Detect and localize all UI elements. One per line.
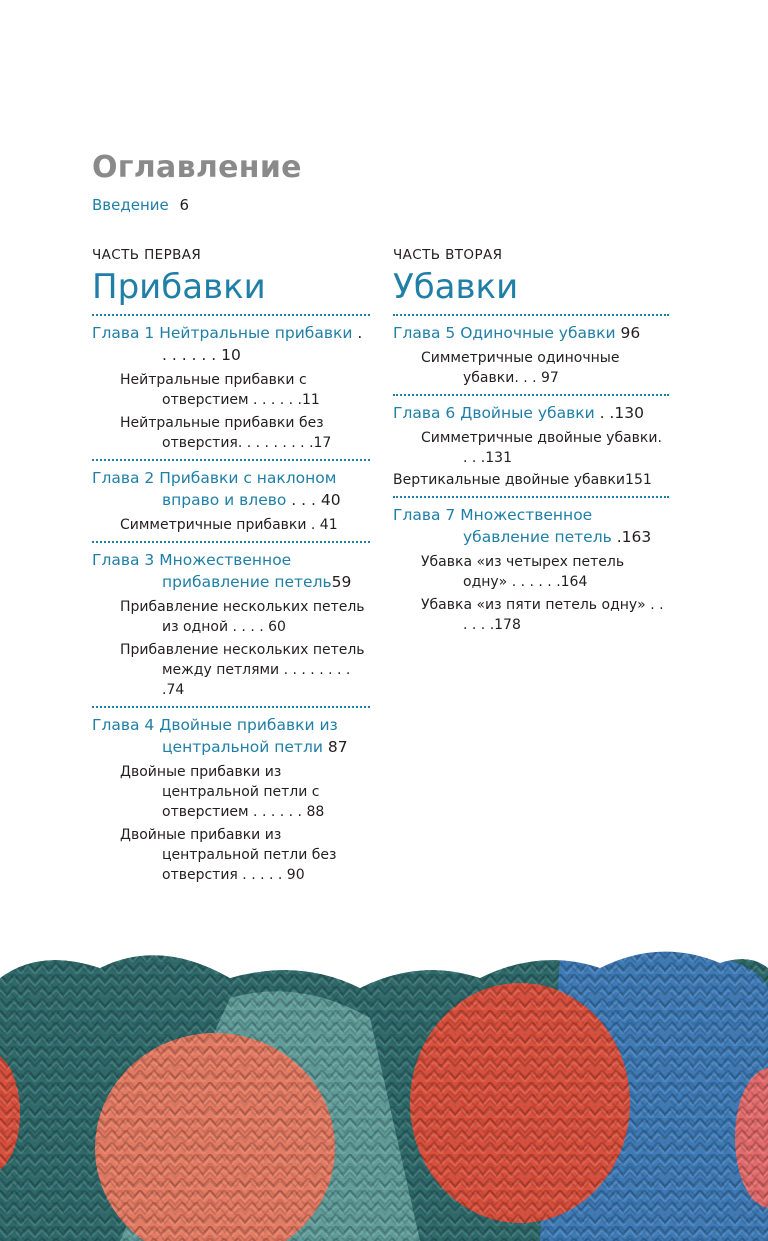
dotted-divider (92, 459, 370, 461)
section-5-1-page: . . . 97 (514, 370, 559, 386)
chapter-7-entry[interactable] (393, 504, 669, 548)
chapter-1-entry[interactable] (92, 322, 370, 366)
section-3-2-page: . . . . . . . . .74 (162, 662, 351, 698)
chapter-1-page: . . . . . . . 10 (162, 324, 363, 364)
section-2-1-title: Симметричные прибавки (120, 517, 307, 533)
section-7-2-title: Убавка «из пяти петель одну» (421, 597, 646, 613)
toc-title: Оглавление (92, 150, 302, 185)
section-7-1-entry[interactable] (393, 552, 669, 592)
chapter-2-title: Глава 2 Прибавки с наклоном вправо и влево (92, 469, 337, 509)
chapter-4-page: 87 (322, 738, 348, 756)
dotted-divider (393, 314, 669, 316)
intro-label: Введение (92, 196, 169, 214)
section-3-1-entry[interactable] (92, 597, 370, 637)
section-1-1-page: . . . . . .11 (248, 392, 320, 408)
section-7-2-entry[interactable] (393, 595, 669, 635)
part-one-label: ЧАСТЬ ПЕРВАЯ (92, 247, 202, 263)
chapter-6-page: . .130 (594, 404, 644, 422)
part-one-column (92, 244, 370, 887)
section-6-2-entry[interactable] (393, 470, 669, 490)
section-4-1-entry[interactable] (92, 762, 370, 822)
section-4-2-entry[interactable] (92, 825, 370, 885)
chapter-3-title: Глава 3 Множественное прибавление петель (92, 551, 332, 591)
part-one-title: Прибавки (92, 267, 266, 307)
intro-page: 6 (179, 196, 190, 214)
section-4-2-page: . . . . . 90 (237, 867, 305, 883)
section-6-2-title: Вертикальные двойные убавки (393, 472, 626, 488)
section-3-2-entry[interactable] (92, 640, 370, 700)
part-two-label: ЧАСТЬ ВТОРАЯ (393, 247, 503, 263)
section-5-1-title: Симметричные одиночные убавки (421, 350, 620, 386)
section-7-2-page: . . . . . .178 (463, 597, 664, 633)
section-3-2-title: Прибавление нескольких петель между петлями (120, 642, 365, 678)
dotted-divider (393, 496, 669, 498)
intro-entry[interactable] (92, 196, 189, 214)
section-4-2-title: Двойные прибавки из центральной петли без отверстия (120, 827, 337, 883)
section-4-1-page: . . . . . . 88 (248, 804, 325, 820)
knitted-fabric-image (0, 938, 768, 1241)
chapter-6-title: Глава 6 Двойные убавки (393, 404, 595, 422)
section-6-1-entry[interactable] (393, 428, 669, 468)
chapter-7-page: .163 (611, 528, 652, 546)
chapter-2-entry[interactable] (92, 467, 370, 511)
section-6-2-page: 151 (625, 472, 652, 488)
section-7-1-page: . . . . . .164 (507, 574, 588, 590)
section-1-2-page: . . . . . . . . .17 (237, 435, 332, 451)
section-3-1-page: . . . . 60 (228, 619, 286, 635)
section-7-1-title: Убавка «из четырех петель одну» (421, 554, 625, 590)
section-6-1-title: Симметричные двойные убавки (421, 430, 658, 446)
chapter-5-page: 96 (615, 324, 641, 342)
part-two-column (393, 244, 669, 637)
chapter-4-title: Глава 4 Двойные прибавки из центральной петли (92, 716, 338, 756)
chapter-5-entry[interactable] (393, 322, 669, 344)
section-1-2-entry[interactable] (92, 413, 370, 453)
section-1-1-entry[interactable] (92, 370, 370, 410)
section-4-1-title: Двойные прибавки из центральной петли с отверстием (120, 764, 320, 820)
section-3-1-title: Прибавление нескольких петель из одной (120, 599, 365, 635)
section-2-1-page: . 41 (306, 517, 338, 533)
dotted-divider (92, 541, 370, 543)
part-two-title: Убавки (393, 267, 519, 307)
chapter-2-page: . . . 40 (286, 491, 341, 509)
chapter-3-entry[interactable] (92, 549, 370, 593)
chapter-5-title: Глава 5 Одиночные убавки (393, 324, 616, 342)
chapter-6-entry[interactable] (393, 402, 669, 424)
chapter-1-title: Глава 1 Нейтральные прибавки (92, 324, 353, 342)
dotted-divider (393, 394, 669, 396)
chapter-4-entry[interactable] (92, 714, 370, 758)
section-2-1-entry[interactable] (92, 515, 370, 535)
chapter-7-title: Глава 7 Множественное убавление петель (393, 506, 612, 546)
section-1-1-title: Нейтральные прибавки с отверстием (120, 372, 307, 408)
section-6-1-page: . . . .131 (463, 430, 662, 466)
dotted-divider (92, 706, 370, 708)
dotted-divider (92, 314, 370, 316)
section-1-2-title: Нейтральные прибавки без отверстия (120, 415, 324, 451)
chapter-3-page: 59 (331, 573, 352, 591)
section-5-1-entry[interactable] (393, 348, 669, 388)
